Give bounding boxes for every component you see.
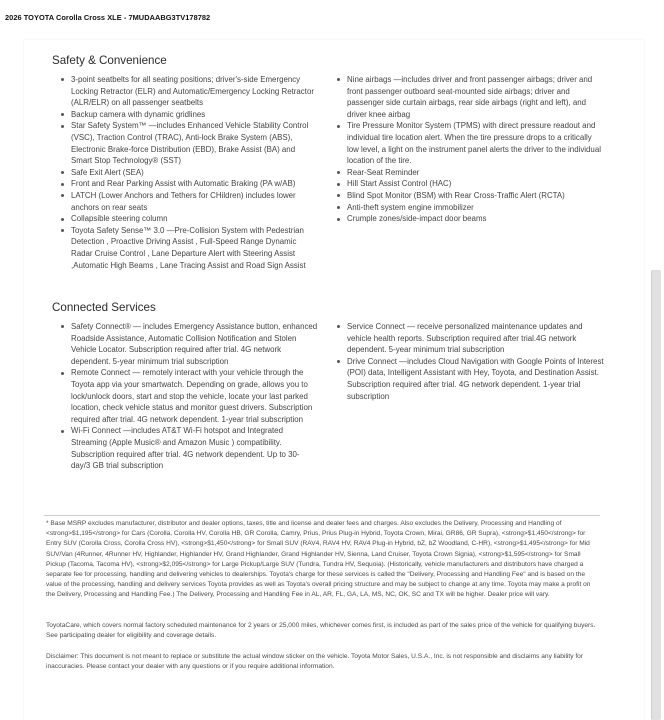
- connected-section-title: Connected Services: [52, 301, 156, 314]
- safety-feature-item: Collapsible steering column: [58, 213, 318, 225]
- safety-section-title: Safety & Convenience: [52, 54, 167, 67]
- safety-feature-item: Star Safety System™ —includes Enhanced Vehicle Stability Control (VSC), Traction Control (TRAC), Anti-lock Brake System (ABS), Electronic Brake-force Distribution (EBD), Brake Assist (BA) and Smart Stop Technology® (SST): [58, 120, 318, 166]
- safety-feature-item: Tire Pressure Monitor System (TPMS) with direct pressure readout and individual tire location alert. When the tire pressure drops to a critically low level, a light on the instrument panel alerts the driver to the individual location of the tire.: [334, 120, 602, 166]
- safety-feature-item: Nine airbags —includes driver and front passenger airbags; driver and front passenger outboard seat-mounted side airbags; driver and passenger side curtain airbags, rear side airbags (right and left), and driver knee airbag: [334, 74, 602, 120]
- document-header: [0, 0, 664, 40]
- safety-feature-item: Crumple zones/side-impact door beams: [334, 213, 602, 225]
- connected-service-item: Remote Connect — remotely interact with your vehicle through the Toyota app via your smartwatch. Depending on grade, allows you to lock/unlock doors, start and stop the vehicle, locate your last parked location, check vehicle status and monitor guest drivers. Subscription required after trial. 4G network dependent. 1-year trial subscription: [58, 367, 318, 425]
- connected-services-left-list: [58, 321, 318, 472]
- safety-feature-item: Rear-Seat Reminder: [334, 167, 602, 179]
- safety-features-left-list: [58, 74, 318, 271]
- safety-feature-item: Hill Start Assist Control (HAC): [334, 178, 602, 190]
- connected-services-right-list: [334, 321, 606, 402]
- safety-feature-item: LATCH (Lower Anchors and Tethers for CHildren) includes lower anchors on rear seats: [58, 190, 318, 213]
- vehicle-title: 2026 TOYOTA Corolla Cross XLE - 7MUDAABG3TV178782: [5, 13, 211, 22]
- connected-service-item: Service Connect — receive personalized maintenance updates and vehicle health reports. Subscription required after trial.4G network dependent. 5-year minimum trial subscription: [334, 321, 606, 356]
- connected-service-item: Wi-Fi Connect —includes AT&T Wi-Fi hotspot and Integrated Streaming (Apple Music® and Amazon Music ) compatibility. Subscription required after trial. 4G network dependent. Up to 30-day/3 GB trial subscription: [58, 425, 318, 471]
- vertical-scrollbar[interactable]: [651, 270, 661, 720]
- connected-service-item: Safety Connect® — includes Emergency Assistance button, enhanced Roadside Assistance, Automatic Collision Notification and Stolen Vehicle Locator. Subscription required after trial. 4G network dependent. 5-year minimum trial subscription: [58, 321, 318, 367]
- safety-feature-item: Backup camera with dynamic gridlines: [58, 109, 318, 121]
- safety-feature-item: 3-point seatbelts for all seating positions; driver's-side Emergency Locking Retractor (ELR) and Automatic/Emergency Locking Retractor (ALR/ELR) on all passenger seatbelts: [58, 74, 318, 109]
- toyotacare-note: ToyotaCare, which covers normal factory scheduled maintenance for 2 years or 25,000 miles, whichever comes first, is included as part of the sales price of the vehicle for qualifying buyers. See participating dealer for eligibility and coverage details.: [46, 622, 596, 640]
- msrp-footnote: * Base MSRP excludes manufacturer, distributor and dealer options, taxes, title and license and dealer fees and charges. Also excludes the Delivery, Processing and Handling of <strong>$1,195</strong> for Cars (Corolla, Corolla HV, Corolla HB, GR Corolla, Camry, Prius, Prius Plug-in Hybrid, Toyota Crown, Mirai, GR86, GR Supra), <strong>$1,450</strong> for Entry SUV (Corolla Cross, Corolla Cross HV), <strong>$1,450</strong> for Small SUV (RAV4, RAV4 HV, RAV4 Plug-in Hybrid, bZ, bZ Woodland, C-HR), <strong>$1,495</strong> for Mid SUV/Van (4Runner, 4Runner HV, Highlander, Highlander HV, Grand Highlander, Grand Highlander HV, Sienna, Land Cruiser, Toyota Crown Signia), <strong>$1,595</strong> for Small Pickup (Tacoma, Tacoma HV), <strong>$2,095</strong> for Large Pickup/Large SUV (Tundra, Tundra HV, Sequoia). (Historically, vehicle manufacturers and distributors have charged a separate fee for processing, handling and delivering vehicles to dealerships. Toyota's charge for these services is called the "Delivery, Processing and Handling Fee" and is based on the value of the processing, handling and delivery services Toyota provides as well as Toyota's overall pricing structure and may be subject to change at any time. Toyota may make a profit on the Delivery, Processing and Handling Fee.) The Delivery, Processing and Handling Fee in AL, AR, FL, GA, LA, MS, NC, OK, SC and TX will be higher. Dealer price will vary.: [46, 520, 591, 599]
- disclaimer-note: Disclaimer: This document is not meant to replace or substitute the actual window sticker on the vehicle. Toyota Motor Sales, U.S.A., Inc. is not responsible and disclaims any liability for inaccuracies. Please contact your dealer with any questions or if you require additional information.: [46, 653, 584, 671]
- sticker-page: [24, 40, 644, 720]
- safety-feature-item: Front and Rear Parking Assist with Automatic Braking (PA w/AB): [58, 178, 318, 190]
- safety-feature-item: Toyota Safety Sense™ 3.0 —Pre-Collision System with Pedestrian Detection , Proactive Driving Assist , Full-Speed Range Dynamic Radar Cruise Control , Lane Departure Alert with Steering Assist ,Automatic High Beams , Lane Tracing Assist and Road Sign Assist: [58, 225, 318, 271]
- safety-feature-item: Blind Spot Monitor (BSM) with Rear Cross-Traffic Alert (RCTA): [334, 190, 602, 202]
- safety-feature-item: Safe Exit Alert (SEA): [58, 167, 318, 179]
- safety-feature-item: Anti-theft system engine immobilizer: [334, 202, 602, 214]
- connected-service-item: Drive Connect —includes Cloud Navigation with Google Points of Interest (POI) data, Intelligent Assistant with Hey, Toyota, and Destination Assist. Subscription required after trial. 4G network dependent. 1-year trial subscription: [334, 356, 606, 402]
- footnote-divider: [44, 515, 600, 516]
- safety-features-right-list: [334, 74, 602, 225]
